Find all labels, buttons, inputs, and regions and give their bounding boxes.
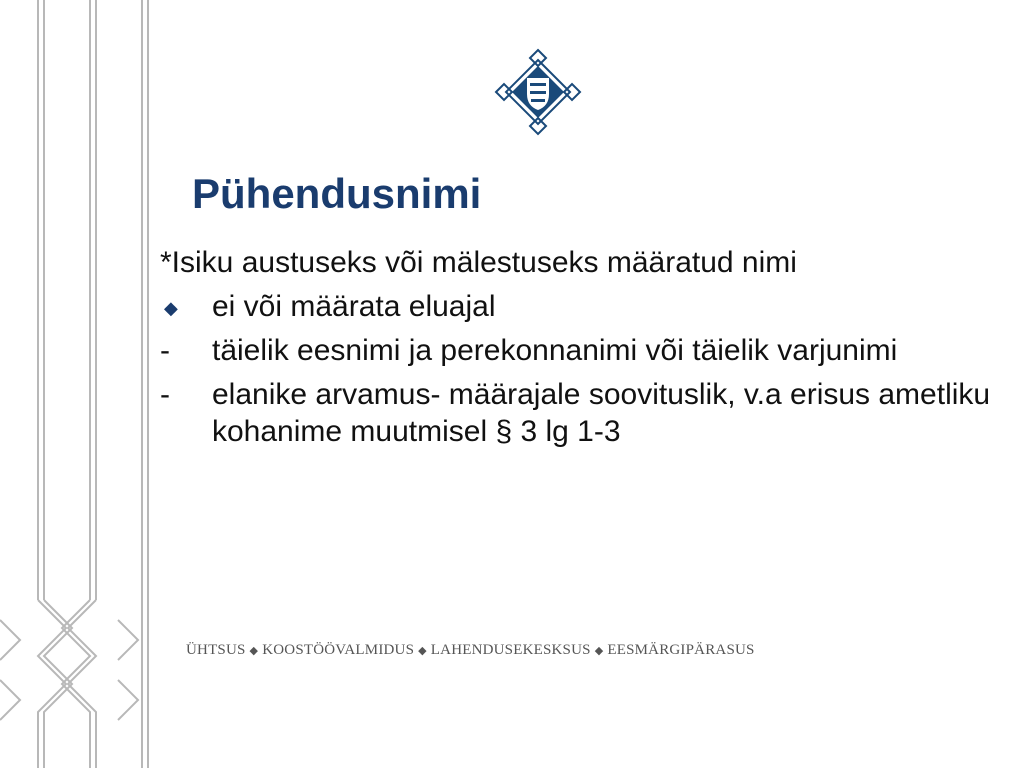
list-item xyxy=(160,288,1000,325)
footer-value: KOOSTÖÖVALMIDUS xyxy=(262,642,415,658)
dash-marker: - xyxy=(160,334,170,367)
footer-value: EESMÄRGIPÄRASUS xyxy=(607,642,755,658)
list-item-text: *Isiku austuseks või mälestuseks määratud nimi xyxy=(160,246,797,279)
dash-marker: - xyxy=(160,378,170,411)
list-item-text: elanike arvamus- määrajale soovituslik, v.a erisus ametliku kohanime muutmisel § 3 lg 1-3 xyxy=(212,378,991,448)
list-item xyxy=(160,244,1000,281)
diamond-separator-icon: ◆ xyxy=(594,645,604,657)
diamond-bullet-icon: ◆ xyxy=(164,298,178,318)
diamond-separator-icon: ◆ xyxy=(249,645,259,657)
diamond-separator-icon: ◆ xyxy=(418,645,427,657)
side-ornament xyxy=(0,0,150,768)
slide-title: Pühendusnimi xyxy=(192,170,482,217)
footer-values xyxy=(186,642,755,659)
list-item xyxy=(160,376,1000,450)
list-item-text: ei või määrata eluajal xyxy=(212,290,496,323)
bullet-list xyxy=(160,244,1000,457)
list-item-text: täielik eesnimi ja perekonnanimi või täielik varjunimi xyxy=(212,334,898,367)
list-item xyxy=(160,332,1000,369)
footer-value: ÜHTSUS xyxy=(186,642,246,658)
estonian-coat-of-arms-emblem-icon xyxy=(494,48,582,136)
footer-value: LAHENDUSEKESKSUS xyxy=(430,642,591,658)
